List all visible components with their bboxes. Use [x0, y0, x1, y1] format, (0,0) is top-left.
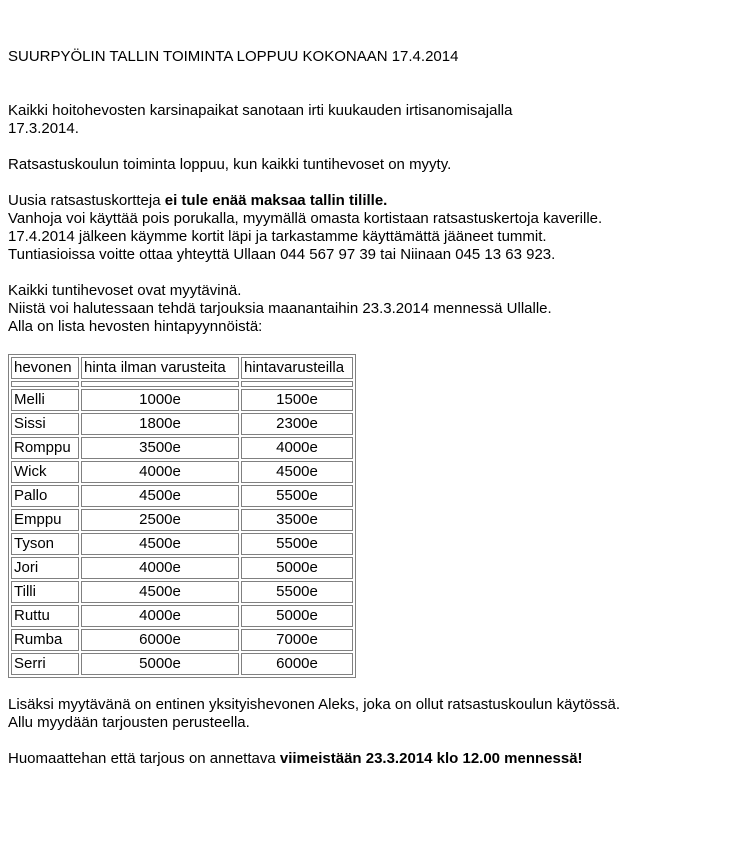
cards-line-1-text: Uusia ratsastuskortteja	[8, 192, 165, 209]
cell-price-without-gear: 4000e	[81, 461, 239, 483]
paragraph-notice	[8, 102, 745, 138]
cell-horse-name: Tyson	[11, 533, 79, 555]
header-horse: hevonen	[11, 357, 79, 379]
table-row	[11, 653, 353, 675]
cell-horse-name: Serri	[11, 653, 79, 675]
table-row	[11, 533, 353, 555]
cell-horse-name: Romppu	[11, 437, 79, 459]
cell-price-without-gear: 2500e	[81, 509, 239, 531]
deadline-bold: viimeistään 23.3.2014 klo 12.00 mennessä!	[279, 750, 583, 767]
page-title: SUURPYÖLIN TALLIN TOIMINTA LOPPUU KOKONAAN 17.4.2014	[8, 48, 459, 65]
cell-price-with-gear: 6000e	[241, 653, 353, 675]
cards-line-1-bold: ei tule enää maksaa tallin tilille.	[164, 192, 388, 209]
cell-price-with-gear: 4000e	[241, 437, 353, 459]
table-row	[11, 629, 353, 651]
cards-line-4: Tuntiasioissa voitte ottaa yhteyttä Ullaan 044 567 97 39 tai Niinaan 045 13 63 923.	[8, 246, 556, 263]
separator-cell	[241, 381, 353, 387]
table-row	[11, 557, 353, 579]
cell-horse-name: Wick	[11, 461, 79, 483]
cell-horse-name: Sissi	[11, 413, 79, 435]
cell-price-with-gear: 5500e	[241, 485, 353, 507]
table-row	[11, 509, 353, 531]
header-price-without-gear: hinta ilman varusteita	[81, 357, 239, 379]
table-header-separator	[11, 381, 353, 387]
table-row	[11, 437, 353, 459]
cards-line-2: Vanhoja voi käyttää pois porukalla, myymällä omasta kortistaan ratsastuskertoja kaverille.	[8, 210, 603, 227]
cell-price-with-gear: 1500e	[241, 389, 353, 411]
cell-price-without-gear: 6000e	[81, 629, 239, 651]
horses-line-1: Kaikki tuntihevoset ovat myytävinä.	[8, 282, 242, 299]
table-header-row	[11, 357, 353, 379]
notice-line-1: Kaikki hoitohevosten karsinapaikat sanotaan irti kuukauden irtisanomisajalla	[8, 102, 513, 119]
cell-horse-name: Emppu	[11, 509, 79, 531]
cell-horse-name: Melli	[11, 389, 79, 411]
cell-price-with-gear: 2300e	[241, 413, 353, 435]
cards-line-3: 17.4.2014 jälkeen käymme kortit läpi ja tarkastamme käyttämättä jääneet tummit.	[8, 228, 547, 245]
cell-horse-name: Pallo	[11, 485, 79, 507]
cell-price-without-gear: 5000e	[81, 653, 239, 675]
table-row	[11, 389, 353, 411]
cell-horse-name: Tilli	[11, 581, 79, 603]
cell-price-with-gear: 5000e	[241, 557, 353, 579]
horses-line-3: Alla on lista hevosten hintapyynnöistä:	[8, 318, 263, 335]
cell-price-without-gear: 4500e	[81, 485, 239, 507]
cell-price-with-gear: 7000e	[241, 629, 353, 651]
table-row	[11, 413, 353, 435]
cell-horse-name: Jori	[11, 557, 79, 579]
cell-price-without-gear: 4500e	[81, 533, 239, 555]
paragraph-aleks	[8, 696, 745, 732]
cell-price-with-gear: 5500e	[241, 581, 353, 603]
paragraph-cards	[8, 192, 745, 264]
paragraph-school-ending	[8, 156, 745, 174]
cell-price-with-gear: 4500e	[241, 461, 353, 483]
header-price-with-gear: hintavarusteilla	[241, 357, 353, 379]
cell-price-without-gear: 4500e	[81, 581, 239, 603]
cell-price-with-gear: 5000e	[241, 605, 353, 627]
cards-line-1	[8, 192, 745, 210]
cell-price-without-gear: 1000e	[81, 389, 239, 411]
cell-price-without-gear: 4000e	[81, 557, 239, 579]
paragraph-deadline	[8, 750, 745, 768]
table-row	[11, 581, 353, 603]
paragraph-horses-for-sale	[8, 282, 745, 336]
table-body	[11, 389, 353, 675]
cell-horse-name: Ruttu	[11, 605, 79, 627]
cell-price-without-gear: 1800e	[81, 413, 239, 435]
aleks-line-1: Lisäksi myytävänä on entinen yksityishevonen Aleks, joka on ollut ratsastuskoulun käytössä.	[8, 696, 620, 713]
horses-line-2: Niistä voi halutessaan tehdä tarjouksia maanantaihin 23.3.2014 mennessä Ullalle.	[8, 300, 552, 317]
cell-horse-name: Rumba	[11, 629, 79, 651]
cell-price-without-gear: 3500e	[81, 437, 239, 459]
deadline-line	[8, 750, 745, 768]
table-row	[11, 461, 353, 483]
cell-price-without-gear: 4000e	[81, 605, 239, 627]
cell-price-with-gear: 5500e	[241, 533, 353, 555]
school-ending-line: Ratsastuskoulun toiminta loppuu, kun kaikki tuntihevoset on myyty.	[8, 156, 452, 173]
table-row	[11, 605, 353, 627]
separator-cell	[11, 381, 79, 387]
separator-cell	[81, 381, 239, 387]
cell-price-with-gear: 3500e	[241, 509, 353, 531]
table-row	[11, 485, 353, 507]
aleks-line-2: Allu myydään tarjousten perusteella.	[8, 714, 250, 731]
deadline-text: Huomaattehan että tarjous on annettava	[8, 750, 280, 767]
price-table	[8, 354, 356, 678]
notice-line-2: 17.3.2014.	[8, 120, 79, 137]
